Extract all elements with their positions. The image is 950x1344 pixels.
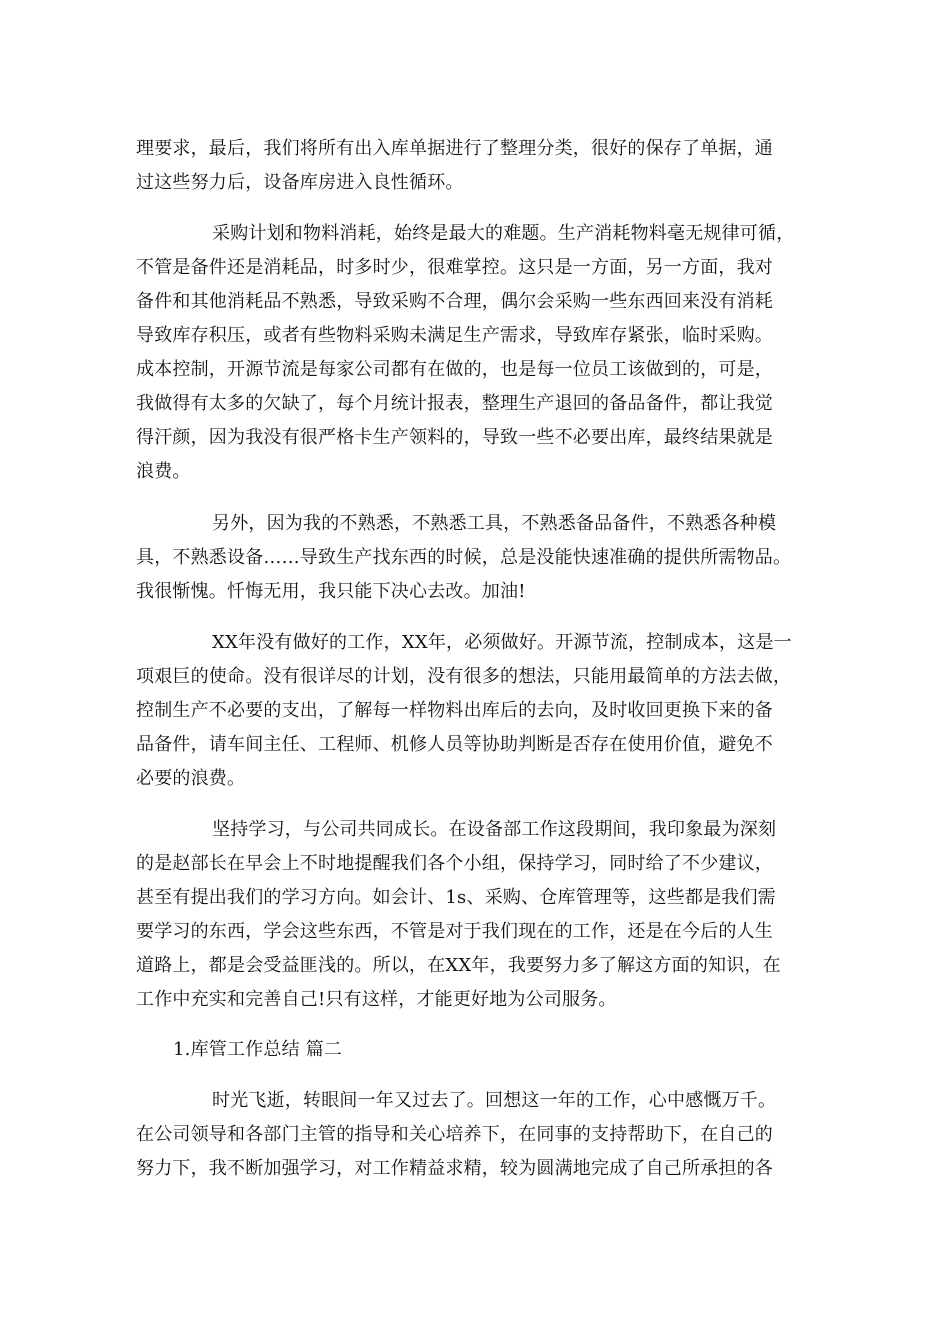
text-line: 成本控制，开源节流是每家公司都有在做的，也是每一位员工该做到的，可是， bbox=[136, 359, 773, 380]
text-line: 在公司领导和各部门主管的指导和关心培养下，在同事的支持帮助下，在自己的 bbox=[136, 1124, 773, 1145]
text-line: 努力下，我不断加强学习，对工作精益求精，较为圆满地完成了自己所承担的各 bbox=[136, 1158, 773, 1179]
text-line: 品备件，请车间主任、工程师、机修人员等协助判断是否存在使用价值，避免不 bbox=[136, 734, 773, 755]
text-line: 甚至有提出我们的学习方向。如会计、1s、采购、仓库管理等，这些都是我们需 bbox=[136, 887, 776, 908]
text-line: 备件和其他消耗品不熟悉，导致采购不合理，偶尔会采购一些东西回来没有消耗 bbox=[136, 291, 773, 312]
section-heading: 1.库管工作总结 篇二 bbox=[173, 1039, 343, 1060]
text-line: 要学习的东西，学会这些东西，不管是对于我们现在的工作，还是在今后的人生 bbox=[136, 921, 773, 942]
text-line: 理要求，最后，我们将所有出入库单据进行了整理分类，很好的保存了单据，通 bbox=[136, 138, 773, 159]
text-line: 导致库存积压，或者有些物料采购未满足生产需求，导致库存紧张，临时采购。 bbox=[136, 325, 773, 346]
text-line: 具，不熟悉设备……导致生产找东西的时候，总是没能快速准确的提供所需物品。 bbox=[136, 547, 792, 568]
text-line: 必要的浪费。 bbox=[136, 768, 246, 789]
text-line: 工作中充实和完善自己!只有这样，才能更好地为公司服务。 bbox=[136, 989, 617, 1010]
text-line: 不管是备件还是消耗品，时多时少，很难掌控。这只是一方面，另一方面，我对 bbox=[136, 257, 773, 278]
text-line: 控制生产不必要的支出，了解每一样物料出库后的去向，及时收回更换下来的备 bbox=[136, 700, 773, 721]
text-line: 我很惭愧。忏悔无用，我只能下决心去改。加油! bbox=[136, 581, 526, 602]
text-line: 的是赵部长在早会上不时地提醒我们各个小组，保持学习，同时给了不少建议， bbox=[136, 853, 773, 874]
text-line: 采购计划和物料消耗，始终是最大的难题。生产消耗物料毫无规律可循， bbox=[212, 223, 795, 244]
text-line: 浪费。 bbox=[136, 461, 191, 482]
text-line: XX年没有做好的工作，XX年，必须做好。开源节流，控制成本，这是一 bbox=[212, 632, 792, 653]
text-line: 道路上，都是会受益匪浅的。所以，在XX年，我要努力多了解这方面的知识，在 bbox=[136, 955, 781, 976]
text-line: 过这些努力后，设备库房进入良性循环。 bbox=[136, 172, 464, 193]
text-line: 得汗颜，因为我没有很严格卡生产领料的，导致一些不必要出库，最终结果就是 bbox=[136, 427, 773, 448]
text-line: 项艰巨的使命。没有很详尽的计划，没有很多的想法，只能用最简单的方法去做， bbox=[136, 666, 792, 687]
text-line: 另外，因为我的不熟悉，不熟悉工具，不熟悉备品备件，不熟悉各种模 bbox=[212, 513, 777, 534]
text-line: 时光飞逝，转眼间一年又过去了。回想这一年的工作，心中感慨万千。 bbox=[212, 1090, 777, 1111]
text-line: 坚持学习，与公司共同成长。在设备部工作这段期间，我印象最为深刻 bbox=[212, 819, 777, 840]
text-line: 我做得有太多的欠缺了，每个月统计报表，整理生产退回的备品备件，都让我觉 bbox=[136, 393, 773, 414]
